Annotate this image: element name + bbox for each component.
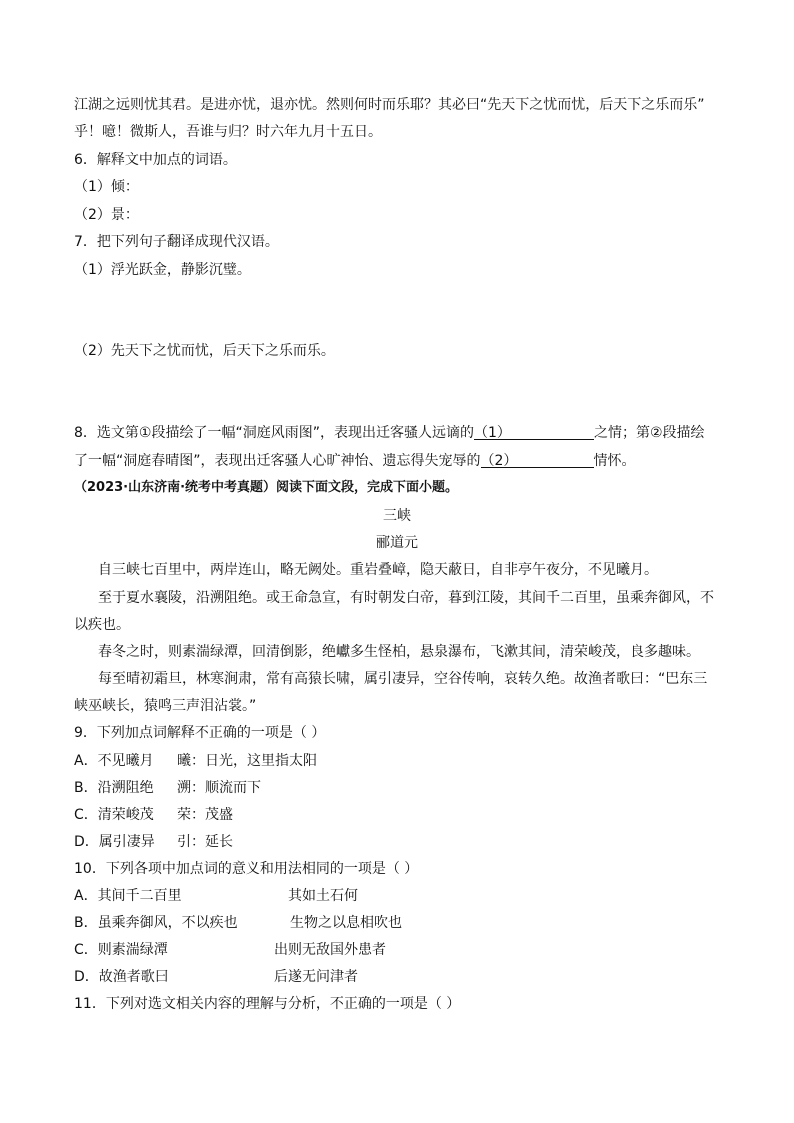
- passage-paragraph: 峡巫峡长，猿鸣三声泪沾裳。”: [74, 698, 257, 714]
- question-9-stem: 9．下列加点词解释不正确的一项是（ ）: [74, 725, 326, 741]
- option-text: A．其间千二百里: [74, 888, 182, 904]
- question-9-option-b[interactable]: [74, 779, 261, 797]
- option-text: D．故渔者歌曰: [74, 969, 169, 985]
- question-8-text: 了一幅“洞庭春晴图”，表现出迁客骚人心旷神怡、遗忘得失宠辱的: [74, 453, 481, 469]
- option-explanation: 溯：顺流而下: [177, 780, 261, 796]
- question-8-text: 之情；第②段描绘: [593, 425, 705, 441]
- question-7-item-1: （1）浮光跃金，静影沉璧。: [74, 262, 251, 278]
- question-8-text: 8．选文第①段描绘了一幅“洞庭风雨图”，表现出迁客骚人远谪的: [74, 425, 474, 441]
- passage-paragraph: 春冬之时，则素湍绿潭，回清倒影，绝巘多生怪柏，悬泉瀑布，飞漱其间，清荣峻茂，良多趣味。: [98, 644, 700, 660]
- question-10-option-b[interactable]: [74, 914, 402, 932]
- passage-line: 江湖之远则忧其君。是进亦忧，退亦忧。然则何时而乐耶？其必曰“先天下之忧而忧，后天下之乐而乐”: [74, 97, 705, 113]
- option-text: C．则素湍绿潭: [74, 942, 168, 958]
- passage-paragraph: 以疾也。: [74, 617, 130, 633]
- option-compare: 出则无敌国外患者: [274, 942, 386, 958]
- option-explanation: 引：延长: [177, 834, 233, 850]
- question-8-text: 情怀。: [593, 453, 636, 469]
- passage-paragraph: 自三峡七百里中，两岸连山，略无阙处。重岩叠嶂，隐天蔽日，自非亭午夜分，不见曦月。: [98, 562, 658, 578]
- question-9-option-a[interactable]: [74, 752, 317, 770]
- passage-author: 郦道元: [376, 535, 418, 551]
- question-6-item-1: （1）倾：: [74, 179, 139, 195]
- question-6-item-2: （2）景：: [74, 207, 139, 223]
- option-text: B．虽乘奔御风，不以疾也: [74, 915, 238, 931]
- answer-blank-2[interactable]: [481, 452, 594, 468]
- option-text: B．沿溯阻绝: [74, 780, 154, 796]
- section-instruction: （2023·山东济南·统考中考真题）阅读下面文段，完成下面小题。: [74, 480, 459, 495]
- question-7-stem: 7．把下列句子翻译成现代汉语。: [74, 234, 279, 250]
- passage-paragraph: 至于夏水襄陵，沿溯阻绝。或王命急宣，有时朝发白帝，暮到江陵，其间千二百里，虽乘奔御风，不: [98, 590, 714, 606]
- question-10-stem: 10．下列各项中加点词的意义和用法相同的一项是（ ）: [74, 861, 419, 877]
- option-text: D．属引凄异: [74, 834, 155, 850]
- option-explanation: 荣：茂盛: [177, 807, 233, 823]
- question-10-option-d[interactable]: [74, 968, 358, 986]
- option-compare: 后遂无问津者: [274, 969, 358, 985]
- option-explanation: 曦：日光，这里指太阳: [177, 753, 317, 769]
- answer-blank-1[interactable]: [474, 424, 594, 440]
- option-text: A．不见曦月: [74, 753, 154, 769]
- question-6-stem: 6．解释文中加点的词语。: [74, 152, 237, 168]
- question-8-line-2: [74, 452, 636, 470]
- question-7-item-2: （2）先天下之忧而忧，后天下之乐而乐。: [74, 343, 335, 359]
- passage-line: 乎！噫！微斯人，吾谁与归？时六年九月十五日。: [74, 124, 382, 140]
- passage-paragraph: 每至晴初霜旦，林寒涧肃，常有高猿长啸，属引凄异，空谷传响，哀转久绝。故渔者歌曰：“巴东三: [98, 671, 708, 687]
- question-10-option-a[interactable]: [74, 887, 358, 905]
- blank-label: （1）: [473, 425, 511, 441]
- question-10-option-c[interactable]: [74, 941, 386, 959]
- question-9-option-c[interactable]: [74, 806, 233, 824]
- question-9-option-d[interactable]: [74, 833, 233, 851]
- option-compare: 生物之以息相吹也: [290, 915, 402, 931]
- blank-label: （2）: [480, 453, 518, 469]
- option-text: C．清荣峻茂: [74, 807, 154, 823]
- question-11-stem: 11．下列对选文相关内容的理解与分析，不正确的一项是（ ）: [74, 996, 461, 1012]
- question-8-line-1: [74, 424, 705, 442]
- passage-title: 三峡: [383, 508, 411, 524]
- option-compare: 其如土石何: [288, 888, 358, 904]
